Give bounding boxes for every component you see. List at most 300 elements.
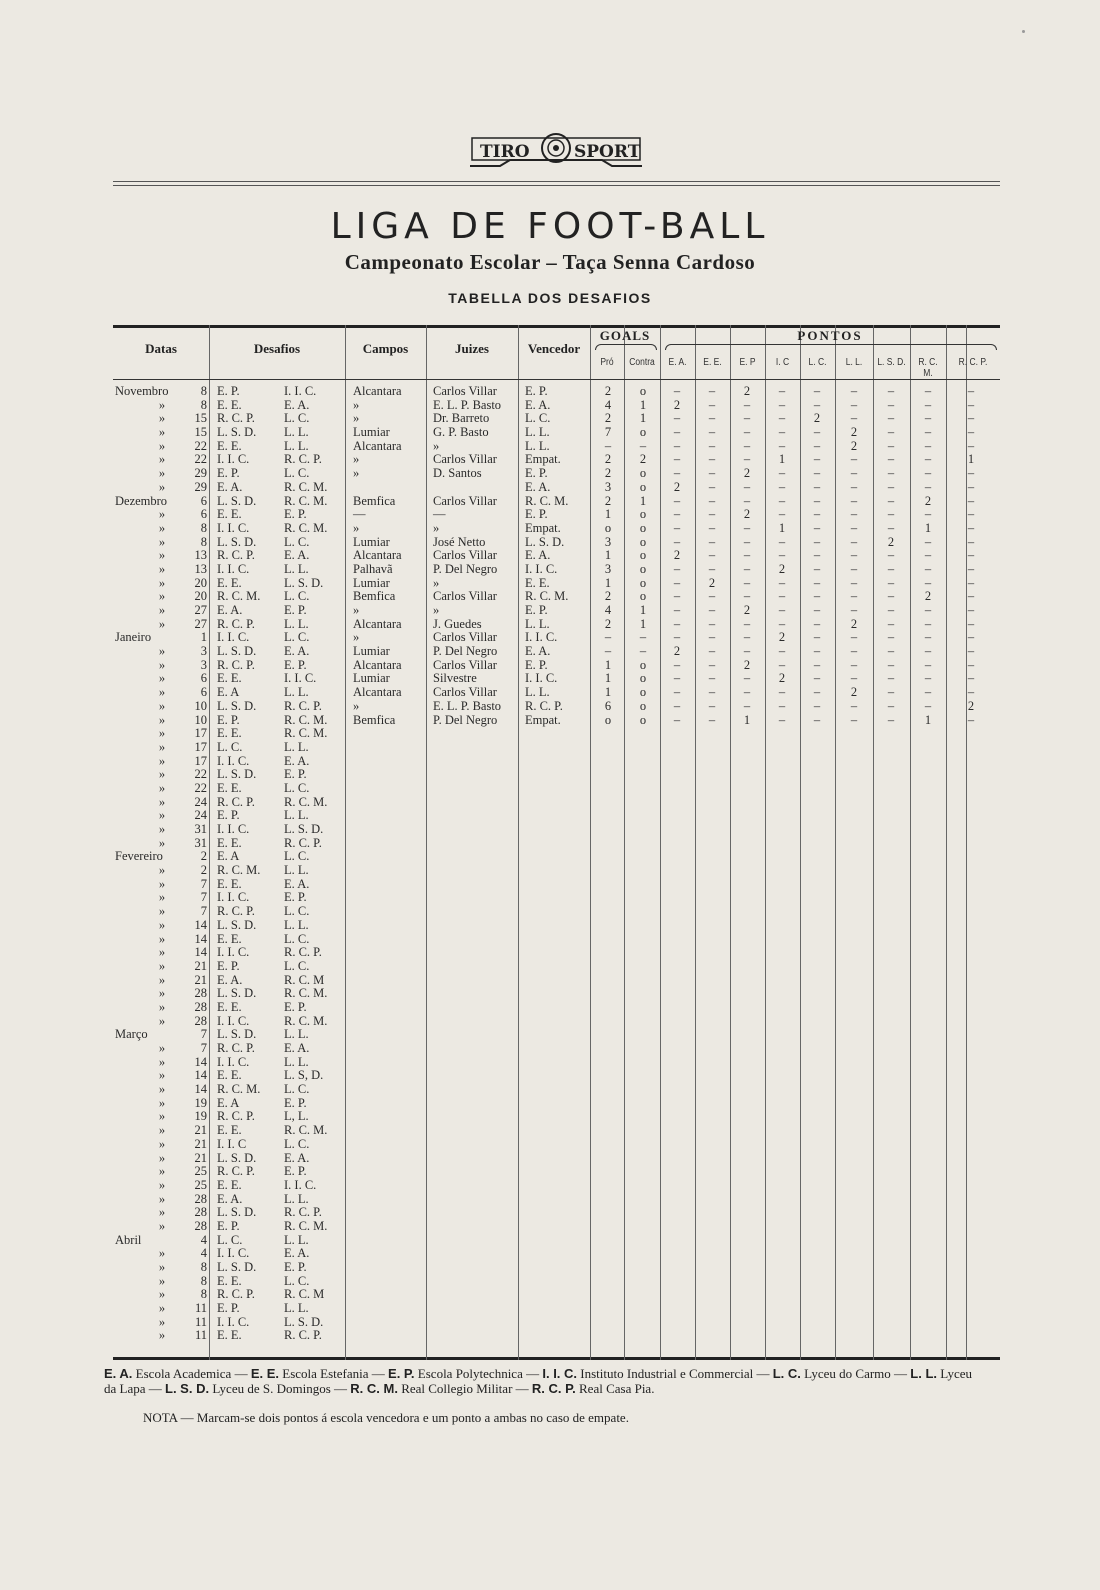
team-home: L. S. D. <box>217 1260 257 1274</box>
table-row <box>113 1015 1000 1029</box>
table-row <box>113 453 1000 467</box>
table-row <box>113 1220 1000 1234</box>
pontos-cell: 2 <box>778 561 786 576</box>
team-home: I. I. C. <box>217 890 250 905</box>
pontos-cell: – <box>743 698 751 713</box>
team-away: E. P. <box>284 1095 307 1110</box>
pontos-cell: – <box>778 644 786 659</box>
vencedor: E. A. <box>525 479 551 494</box>
juiz: P. Del Negro <box>433 644 498 659</box>
pontos-cell: – <box>778 534 786 549</box>
table-row <box>113 1234 1000 1248</box>
pontos-cell: – <box>967 671 975 686</box>
legend-abbr: L. L. <box>910 1366 938 1381</box>
goals-contra: o <box>639 657 647 672</box>
pontos-cell: 2 <box>887 534 895 549</box>
day: 3 <box>200 657 207 672</box>
goals-pro: o <box>604 712 612 727</box>
month-ditto: » <box>158 794 166 809</box>
pontos-cell: – <box>850 548 858 563</box>
team-home: I. I. C. <box>217 1013 250 1028</box>
day: 4 <box>200 1232 207 1247</box>
campo: » <box>353 698 360 713</box>
month-ditto: » <box>158 1150 166 1165</box>
goals-pro: – <box>604 644 612 659</box>
month-ditto: » <box>158 1314 166 1329</box>
goals-contra: 1 <box>639 603 647 617</box>
goals-contra: o <box>639 479 647 494</box>
goals-pro: 1 <box>604 507 612 522</box>
juiz: » <box>433 438 440 453</box>
month-ditto: » <box>158 616 166 631</box>
pontos-cell: – <box>887 698 895 713</box>
pontos-cell: – <box>850 384 858 398</box>
pontos-cell: – <box>967 411 975 426</box>
pontos-cell: – <box>708 603 716 617</box>
team-home: R. C. P. <box>217 657 255 672</box>
month-ditto: » <box>158 1273 166 1288</box>
pontos-cell: – <box>967 657 975 672</box>
pontos-cell: – <box>967 520 975 535</box>
pontos-cell: – <box>924 671 932 686</box>
vencedor: L. L. <box>525 438 550 453</box>
table-row <box>113 714 1000 728</box>
team-away: L. C. <box>284 630 310 645</box>
pontos-cell: – <box>813 712 821 727</box>
pontos-cell: – <box>708 548 716 563</box>
team-away: E. A. <box>284 548 310 563</box>
team-home: E. E. <box>217 438 242 453</box>
team-home: R. C. P. <box>217 616 255 631</box>
vencedor: E. A. <box>525 548 551 563</box>
goals-pro: 3 <box>604 534 612 549</box>
legend-name: Lyceu do Carmo <box>804 1366 891 1381</box>
table-row <box>113 426 1000 440</box>
pontos-cell: – <box>778 507 786 522</box>
pontos-cell: – <box>924 548 932 563</box>
month-ditto: » <box>158 698 166 713</box>
team-away: L. L. <box>284 616 309 631</box>
table-row <box>113 1288 1000 1302</box>
month-ditto: » <box>158 479 166 494</box>
team-away: L. S. D. <box>284 575 324 590</box>
pontos-cell: – <box>708 712 716 727</box>
day: 10 <box>194 698 207 713</box>
day: 11 <box>194 1314 207 1329</box>
month-ditto: » <box>158 603 166 617</box>
goals-pro: 1 <box>604 575 612 590</box>
table-row <box>113 987 1000 1001</box>
month-label: Fevereiro <box>115 849 163 864</box>
team-home: L. S. D. <box>217 986 257 1001</box>
team-away: L. L. <box>284 1232 309 1247</box>
pontos-cell: – <box>967 685 975 700</box>
day: 7 <box>200 890 207 905</box>
pontos-cell: 2 <box>850 685 858 700</box>
day: 28 <box>194 1218 207 1233</box>
pontos-cell: – <box>924 685 932 700</box>
pontos-cell: – <box>778 616 786 631</box>
month-ditto: » <box>158 822 166 836</box>
pontos-cell: – <box>850 698 858 713</box>
col-header-pts-iic: I. C <box>775 357 790 368</box>
campo: » <box>353 452 360 467</box>
team-home: E. E. <box>217 876 242 891</box>
col-header-pts-ea: E. A. <box>668 357 687 368</box>
team-away: E. P. <box>284 890 307 905</box>
pontos-cell: – <box>673 438 681 453</box>
pontos-cell: – <box>743 452 751 467</box>
juiz: P. Del Negro <box>433 712 498 727</box>
team-home: R. C. P. <box>217 904 255 919</box>
pontos-cell: – <box>924 657 932 672</box>
pontos-cell: 2 <box>743 507 751 522</box>
team-home: E. A. <box>217 603 243 617</box>
pontos-cell: – <box>850 411 858 426</box>
pontos-cell: – <box>778 712 786 727</box>
campo: Alcantara <box>353 384 402 398</box>
team-away: R. C. M. <box>284 1218 328 1233</box>
pontos-cell: 1 <box>778 452 786 467</box>
table-row <box>113 891 1000 905</box>
team-away: R. C. M. <box>284 479 328 494</box>
goals-contra: 1 <box>639 411 647 426</box>
team-away: E. A. <box>284 753 310 768</box>
table-row <box>113 385 1000 399</box>
month-label: Novembro <box>115 384 169 398</box>
pontos-cell: – <box>708 411 716 426</box>
pontos-cell: – <box>708 589 716 604</box>
month-ditto: » <box>158 904 166 919</box>
speck <box>1022 30 1025 33</box>
legend-abbr: E. E. <box>250 1366 280 1381</box>
table-row <box>113 481 1000 495</box>
vencedor: E. P. <box>525 603 548 617</box>
pontos-cell: – <box>813 657 821 672</box>
goals-pro: 2 <box>604 384 612 398</box>
juiz: E. L. P. Basto <box>433 698 502 713</box>
pontos-cell: – <box>924 384 932 398</box>
pontos-cell: – <box>813 507 821 522</box>
team-home: I. I. C. <box>217 945 250 960</box>
campo: Lumiar <box>353 425 390 440</box>
table-row <box>113 1097 1000 1111</box>
day: 29 <box>194 479 207 494</box>
day: 17 <box>194 739 207 754</box>
month-ditto: » <box>158 1109 166 1124</box>
goals-contra: – <box>639 644 647 659</box>
team-away: E. P. <box>284 657 307 672</box>
pontos-cell: – <box>813 548 821 563</box>
day: 1 <box>200 630 207 645</box>
legend-abbr: R. C. P. <box>531 1380 576 1396</box>
day: 25 <box>194 1177 207 1192</box>
table-row <box>113 412 1000 426</box>
goals-pro: – <box>604 438 612 453</box>
table-row <box>113 1042 1000 1056</box>
day: 6 <box>200 507 207 522</box>
table-row <box>113 823 1000 837</box>
pontos-cell: – <box>743 630 751 645</box>
vencedor: Empat. <box>525 452 561 467</box>
header-rule-2 <box>113 185 1000 186</box>
juiz: Carlos Villar <box>433 452 497 467</box>
pontos-cell: – <box>813 493 821 508</box>
legend-name: Lyceu de S. Domingos <box>212 1380 331 1396</box>
month-ditto: » <box>158 452 166 467</box>
team-away: L. C. <box>284 780 310 795</box>
month-ditto: » <box>158 835 166 850</box>
month-ditto: » <box>158 1136 166 1151</box>
table-row <box>113 1275 1000 1289</box>
team-away: L. C. <box>284 589 310 604</box>
team-home: I. I. C. <box>217 1314 250 1329</box>
legend-name: Real Collegio Militar <box>401 1380 513 1396</box>
day: 14 <box>194 945 207 960</box>
pontos-cell: – <box>887 685 895 700</box>
campo: » <box>353 466 360 481</box>
month-ditto: » <box>158 863 166 878</box>
goals-pro: 1 <box>604 548 612 563</box>
pontos-cell: – <box>743 411 751 426</box>
goals-contra: o <box>639 548 647 563</box>
table-row <box>113 440 1000 454</box>
juiz: Carlos Villar <box>433 657 497 672</box>
month-ditto: » <box>158 1068 166 1083</box>
pontos-cell: – <box>887 411 895 426</box>
goals-pro: 2 <box>604 466 612 481</box>
pontos-cell: – <box>967 561 975 576</box>
day: 8 <box>200 1260 207 1274</box>
team-home: E. P. <box>217 808 240 823</box>
pontos-cell: – <box>967 438 975 453</box>
campo: Bemfica <box>353 589 396 604</box>
month-ditto: » <box>158 644 166 659</box>
month-ditto: » <box>158 1123 166 1138</box>
month-ditto: » <box>158 685 166 700</box>
pontos-cell: – <box>924 534 932 549</box>
team-away: L. C. <box>284 904 310 919</box>
team-away: I. I. C. <box>284 1177 317 1192</box>
month-ditto: » <box>158 945 166 960</box>
month-ditto: » <box>158 1287 166 1302</box>
col-header-vencedor: Vencedor <box>527 341 581 356</box>
day: 15 <box>194 425 207 440</box>
team-away: L. L. <box>284 739 309 754</box>
pontos-cell: – <box>778 411 786 426</box>
table-row <box>113 1247 1000 1261</box>
goals-pro: 2 <box>604 616 612 631</box>
goals-pro: o <box>604 520 612 535</box>
team-home: L. S. D. <box>217 1027 257 1042</box>
col-header-juizes: Juizes <box>455 341 489 356</box>
goals-brace <box>595 344 657 350</box>
goals-pro: 2 <box>604 411 612 426</box>
table-row <box>113 536 1000 550</box>
juiz: » <box>433 575 440 590</box>
day: 15 <box>194 411 207 426</box>
month-ditto: » <box>158 753 166 768</box>
juiz: E. L. P. Basto <box>433 397 502 412</box>
day: 21 <box>194 958 207 973</box>
team-away: L. L. <box>284 561 309 576</box>
day: 20 <box>194 575 207 590</box>
day: 6 <box>200 671 207 686</box>
month-ditto: » <box>158 548 166 563</box>
pontos-cell: 2 <box>850 425 858 440</box>
day: 31 <box>194 822 207 836</box>
table-row <box>113 508 1000 522</box>
day: 8 <box>200 384 207 398</box>
team-home: L. S. D. <box>217 493 257 508</box>
day: 28 <box>194 1205 207 1220</box>
day: 24 <box>194 808 207 823</box>
day: 14 <box>194 1054 207 1069</box>
legend-abbr: I. I. C. <box>542 1366 578 1381</box>
team-away: R. C. P. <box>284 1205 322 1220</box>
pontos-cell: – <box>813 698 821 713</box>
pontos-cell: – <box>887 616 895 631</box>
col-header-desafios: Desafios <box>253 341 301 356</box>
pontos-cell: – <box>708 425 716 440</box>
table-row <box>113 631 1000 645</box>
team-home: E. E. <box>217 397 242 412</box>
fixtures-table <box>113 325 1000 1360</box>
team-away: R. C. M. <box>284 986 328 1001</box>
pontos-cell: – <box>887 657 895 672</box>
day: 7 <box>200 1027 207 1042</box>
team-away: R. C. M. <box>284 712 328 727</box>
pontos-cell: – <box>708 493 716 508</box>
day: 8 <box>200 520 207 535</box>
month-ditto: » <box>158 1246 166 1261</box>
pontos-cell: – <box>743 589 751 604</box>
team-home: I. I. C <box>217 1136 247 1151</box>
month-ditto: » <box>158 726 166 741</box>
goals-contra: – <box>639 630 647 645</box>
goals-contra: o <box>639 534 647 549</box>
pontos-cell: – <box>813 671 821 686</box>
col-header-pts-lsd: L. S. D. <box>877 357 906 368</box>
pontos-cell: – <box>850 479 858 494</box>
table-row <box>113 864 1000 878</box>
table-row <box>113 974 1000 988</box>
juiz: Dr. Barreto <box>433 411 490 426</box>
team-home: L. S. D. <box>217 1150 257 1165</box>
table-row <box>113 1028 1000 1042</box>
team-away: L. L. <box>284 863 309 878</box>
campo: Palhavã <box>353 561 393 576</box>
team-home: R. C. P. <box>217 794 255 809</box>
vencedor: E. P. <box>525 507 548 522</box>
day: 27 <box>194 616 207 631</box>
goals-contra: o <box>639 507 647 522</box>
campo: Bemfica <box>353 712 396 727</box>
pontos-cell: – <box>850 589 858 604</box>
svg-text:TIRO: TIRO <box>480 142 530 162</box>
campo: Alcantara <box>353 548 402 563</box>
team-home: L. S. D. <box>217 698 257 713</box>
col-header-pts-rcm: R. C. M. <box>918 357 938 379</box>
team-home: E. E. <box>217 780 242 795</box>
team-home: I. I. C. <box>217 753 250 768</box>
day: 14 <box>194 1068 207 1083</box>
team-home: L. S. D. <box>217 767 257 782</box>
goals-pro: 1 <box>604 671 612 686</box>
juiz: Carlos Villar <box>433 384 497 398</box>
day: 13 <box>194 548 207 563</box>
team-away: L. L. <box>284 685 309 700</box>
month-ditto: » <box>158 671 166 686</box>
pontos-cell: – <box>673 671 681 686</box>
team-away: L. C. <box>284 1136 310 1151</box>
day: 27 <box>194 603 207 617</box>
pontos-cell: – <box>813 425 821 440</box>
pontos-cell: – <box>887 466 895 481</box>
campo: Alcantara <box>353 616 402 631</box>
pontos-cell: – <box>887 397 895 412</box>
page-title: LIGA DE FOOT-BALL <box>330 206 770 247</box>
day: 14 <box>194 931 207 946</box>
juiz: D. Santos <box>433 466 482 481</box>
team-away: E. A. <box>284 1246 310 1261</box>
team-away: L. S. D. <box>284 822 324 836</box>
pontos-cell: 1 <box>924 712 932 727</box>
col-header-pro: Pró <box>600 357 614 368</box>
pontos-cell: – <box>924 397 932 412</box>
team-home: E. E. <box>217 1068 242 1083</box>
team-home: E. A <box>217 1095 240 1110</box>
month-label: Abril <box>115 1232 142 1247</box>
day: 7 <box>200 876 207 891</box>
juiz: » <box>433 520 440 535</box>
team-away: R. C. P. <box>284 945 322 960</box>
table-row <box>113 467 1000 481</box>
pontos-cell: – <box>813 561 821 576</box>
day: 21 <box>194 1150 207 1165</box>
pontos-cell: – <box>743 493 751 508</box>
team-home: I. I. C. <box>217 1246 250 1261</box>
team-home: L. S. D. <box>217 425 257 440</box>
pontos-cell: – <box>813 479 821 494</box>
team-home: R. C. M. <box>217 1082 261 1097</box>
table-row <box>113 604 1000 618</box>
pontos-cell: – <box>813 534 821 549</box>
legend-abbr: L. S. D. <box>165 1380 210 1396</box>
pontos-cell: – <box>850 466 858 481</box>
day: 13 <box>194 561 207 576</box>
team-away: E. A. <box>284 644 310 659</box>
table-row <box>113 1001 1000 1015</box>
team-home: R. C. P. <box>217 1109 255 1124</box>
team-home: R. C. P. <box>217 411 255 426</box>
month-ditto: » <box>158 986 166 1001</box>
team-home: L. S. D. <box>217 644 257 659</box>
pontos-cell: – <box>708 479 716 494</box>
pontos-cell: 1 <box>924 520 932 535</box>
goals-pro: 2 <box>604 452 612 467</box>
legend-name: Lyceu da Lapa <box>104 1366 973 1396</box>
day: 21 <box>194 1123 207 1138</box>
pontos-cell: – <box>967 384 975 398</box>
month-ditto: » <box>158 1218 166 1233</box>
pontos-cell: – <box>778 548 786 563</box>
table-row <box>113 1069 1000 1083</box>
pontos-cell: – <box>673 520 681 535</box>
team-home: L. C. <box>217 739 243 754</box>
svg-text:SPORT: SPORT <box>574 142 641 162</box>
month-ditto: » <box>158 1041 166 1055</box>
